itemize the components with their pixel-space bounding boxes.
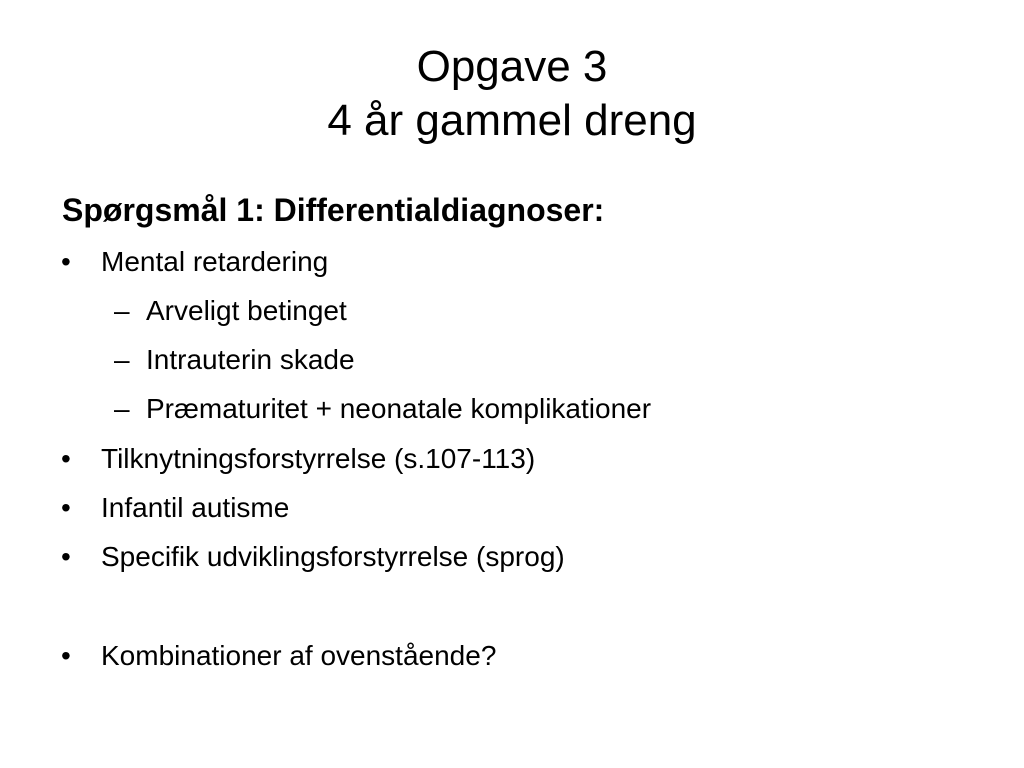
- slide-title: [0, 40, 1024, 148]
- list-item-text: Specifik udviklingsforstyrrelse (sprog): [101, 541, 565, 572]
- title-line-1: Opgave 3: [416, 42, 608, 91]
- list-item: [61, 244, 329, 280]
- list-item: [61, 539, 565, 575]
- sub-list-item-text: Intrauterin skade: [146, 344, 355, 375]
- dash-icon: –: [114, 295, 130, 326]
- bullet-icon: •: [61, 246, 71, 277]
- bullet-icon: •: [61, 541, 71, 572]
- question-heading: Spørgsmål 1: Differentialdiagnoser:: [62, 192, 605, 228]
- list-item-text: Infantil autisme: [101, 492, 290, 523]
- bullet-icon: •: [61, 443, 71, 474]
- list-item: [61, 490, 290, 526]
- sub-list-item-text: Arveligt betinget: [146, 295, 347, 326]
- sub-list-item: [114, 342, 355, 378]
- title-line-2: 4 år gammel dreng: [327, 96, 697, 145]
- sub-list-item: [114, 293, 347, 329]
- list-item-text: Mental retardering: [101, 246, 329, 277]
- sub-list-item: [114, 391, 652, 427]
- bullet-icon: •: [61, 640, 71, 671]
- list-item: [61, 441, 536, 477]
- list-item: [61, 638, 497, 674]
- dash-icon: –: [114, 393, 130, 424]
- dash-icon: –: [114, 344, 130, 375]
- bullet-icon: •: [61, 492, 71, 523]
- sub-list-item-text: Præmaturitet + neonatale komplikationer: [146, 393, 652, 424]
- list-item-text: Kombinationer af ovenstående?: [101, 640, 497, 671]
- list-item-text: Tilknytningsforstyrrelse (s.107-113): [101, 443, 536, 474]
